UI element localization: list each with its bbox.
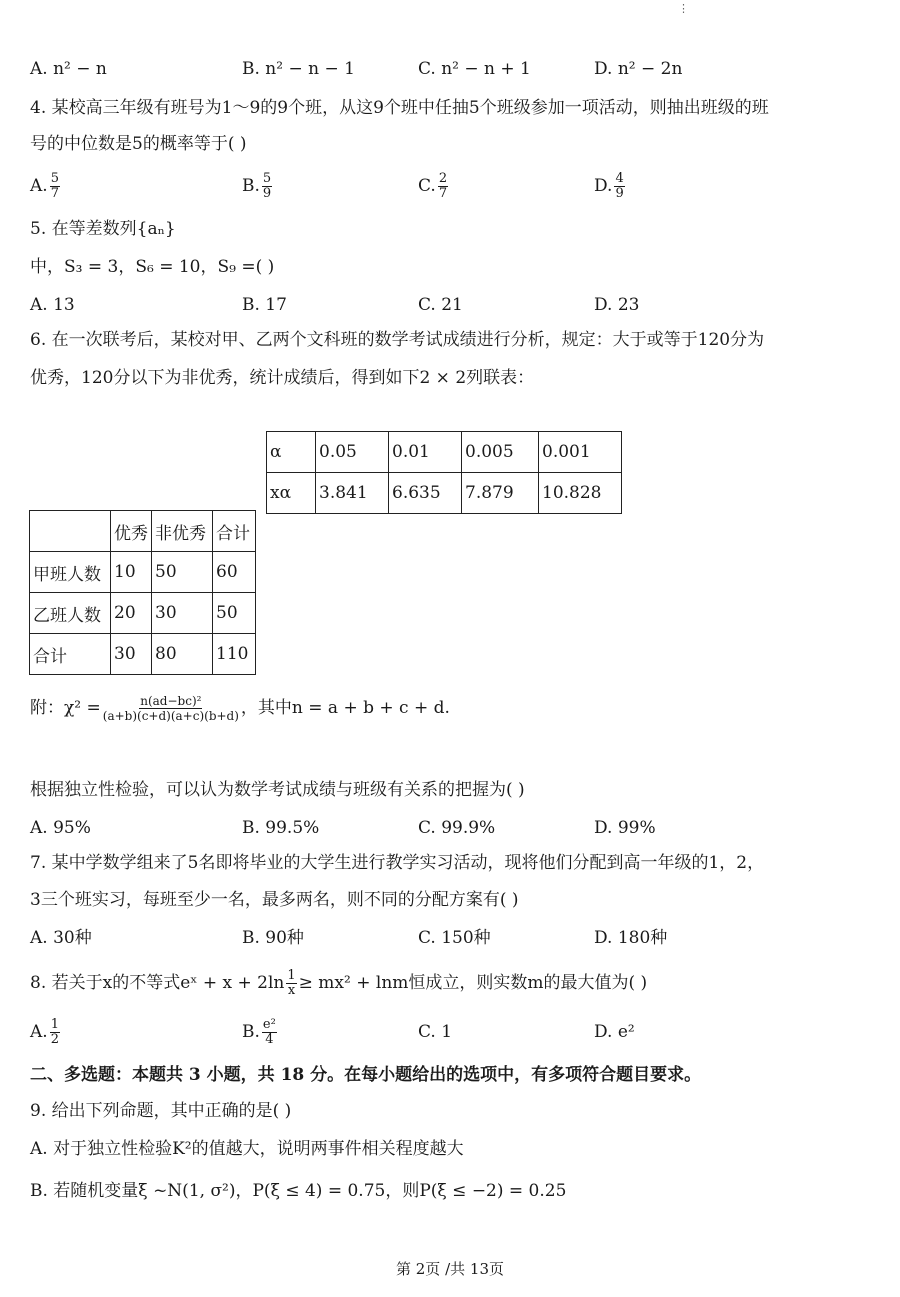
- table-cell: 110: [213, 634, 256, 675]
- table-cell: α: [267, 432, 316, 473]
- q7-option-a: A. 30种: [30, 928, 92, 948]
- table-cell: 优秀: [111, 511, 152, 552]
- table-cell: 甲班人数: [30, 552, 111, 593]
- table-cell: 0.01: [389, 432, 462, 473]
- table-row: [30, 634, 256, 675]
- scan-mark: ⋮: [678, 2, 689, 15]
- q7-stem-line1: 7. 某中学数学组来了5名即将毕业的大学生进行教学实习活动，现将他们分配到高一年级的1，2，: [30, 853, 765, 873]
- table-row: [30, 511, 256, 552]
- q6-stem-line1: 6. 在一次联考后，某校对甲、乙两个文科班的数学考试成绩进行分析，规定：大于或等于120分为: [30, 330, 765, 350]
- alpha-critical-table: [266, 431, 622, 514]
- table-cell: 10: [111, 552, 152, 593]
- table-cell: [30, 511, 111, 552]
- table-row: [267, 432, 622, 473]
- q3-option-c: C. n² − n + 1: [418, 59, 531, 79]
- q5-stem-line2: 中，S₃ = 3，S₆ = 10，S₉ =( ): [30, 257, 275, 277]
- q9-stem: 9. 给出下列命题，其中正确的是( ): [30, 1101, 292, 1121]
- section-heading: 二、多选题：本题共 3 小题，共 18 分。在每小题给出的选项中，有多项符合题目要求。: [30, 1065, 702, 1085]
- q3-option-b: B. n² − n − 1: [242, 59, 355, 79]
- q6-option-b: B. 99.5%: [242, 818, 320, 838]
- table-cell: 20: [111, 593, 152, 634]
- table-cell: 80: [152, 634, 213, 675]
- q5-option-a: A. 13: [30, 295, 75, 315]
- q7-option-c: C. 150种: [418, 928, 491, 948]
- page-footer: 第 2页 /共 13页: [396, 1260, 504, 1278]
- q4-option-c: C. $\frac{2}{7}$: [418, 171, 448, 201]
- q6-question: 根据独立性检验，可以认为数学考试成绩与班级有关系的把握为( ): [30, 780, 525, 800]
- table-cell: 50: [152, 552, 213, 593]
- table-cell: 3.841: [316, 473, 389, 514]
- q5-stem-line1: 5. 在等差数列{aₙ}: [30, 219, 176, 239]
- table-row: [30, 593, 256, 634]
- table-cell: 60: [213, 552, 256, 593]
- q7-stem-line2: 3三个班实习，每班至少一名，最多两名，则不同的分配方案有( ): [30, 890, 519, 910]
- table-cell: xα: [267, 473, 316, 514]
- table-cell: 50: [213, 593, 256, 634]
- table-row: [267, 473, 622, 514]
- q4-stem-line2: 号的中位数是5的概率等于( ): [30, 134, 247, 154]
- q7-option-b: B. 90种: [242, 928, 304, 948]
- q8-option-b: B. $\frac{\text{e²}}{4}$: [242, 1017, 276, 1047]
- table-cell: 乙班人数: [30, 593, 111, 634]
- contingency-table: [29, 510, 256, 675]
- q4-stem-line1: 4. 某校高三年级有班号为1～9的9个班，从这9个班中任抽5个班级参加一项活动，则抽出班级的班: [30, 98, 769, 118]
- table-cell: 合计: [30, 634, 111, 675]
- table-cell: 7.879: [462, 473, 539, 514]
- q4-option-a: A. $\frac{5}{7}$: [30, 171, 59, 201]
- table-cell: 0.05: [316, 432, 389, 473]
- q9-option-b: B. 若随机变量ξ ~N(1, σ²)，P(ξ ≤ 4) = 0.75，则P(ξ ≤ −2) = 0.25: [30, 1181, 567, 1201]
- q8-option-c: C. 1: [418, 1022, 453, 1042]
- table-cell: 30: [152, 593, 213, 634]
- table-cell: 0.001: [539, 432, 622, 473]
- table-row: [30, 552, 256, 593]
- q7-option-d: D. 180种: [594, 928, 668, 948]
- q6-option-d: D. 99%: [594, 818, 656, 838]
- table-cell: 30: [111, 634, 152, 675]
- q8-option-d: D. e²: [594, 1022, 635, 1042]
- q3-option-a: A. n² − n: [30, 59, 107, 79]
- table-cell: 0.005: [462, 432, 539, 473]
- table-cell: 6.635: [389, 473, 462, 514]
- q8-stem: 8. 若关于x的不等式eˣ + x + 2ln $\frac{1}{x}$ ≥ mx² + lnm恒成立，则实数m的最大值为( ): [30, 968, 648, 998]
- q5-option-b: B. 17: [242, 295, 287, 315]
- table-cell: 10.828: [539, 473, 622, 514]
- table-cell: 非优秀: [152, 511, 213, 552]
- q5-option-d: D. 23: [594, 295, 640, 315]
- q4-option-d: D. $\frac{4}{9}$: [594, 171, 624, 201]
- q8-option-a: A. $\frac{1}{2}$: [30, 1017, 59, 1047]
- table-cell: 合计: [213, 511, 256, 552]
- q6-option-a: A. 95%: [30, 818, 91, 838]
- q3-option-d: D. n² − 2n: [594, 59, 683, 79]
- q4-option-b: B. $\frac{5}{9}$: [242, 171, 272, 201]
- q9-option-a: A. 对于独立性检验K²的值越大，说明两事件相关程度越大: [30, 1139, 464, 1159]
- chi-square-formula: 附：χ² = $\frac{\text{n(ad−bc)²}}{(a+b)(c+d)(a+c)(b+d)}$ ，其中n = a + b + c + d.: [30, 694, 450, 723]
- q6-stem-line2: 优秀，120分以下为非优秀，统计成绩后，得到如下2 × 2列联表：: [30, 368, 535, 388]
- q5-option-c: C. 21: [418, 295, 463, 315]
- q6-option-c: C. 99.9%: [418, 818, 496, 838]
